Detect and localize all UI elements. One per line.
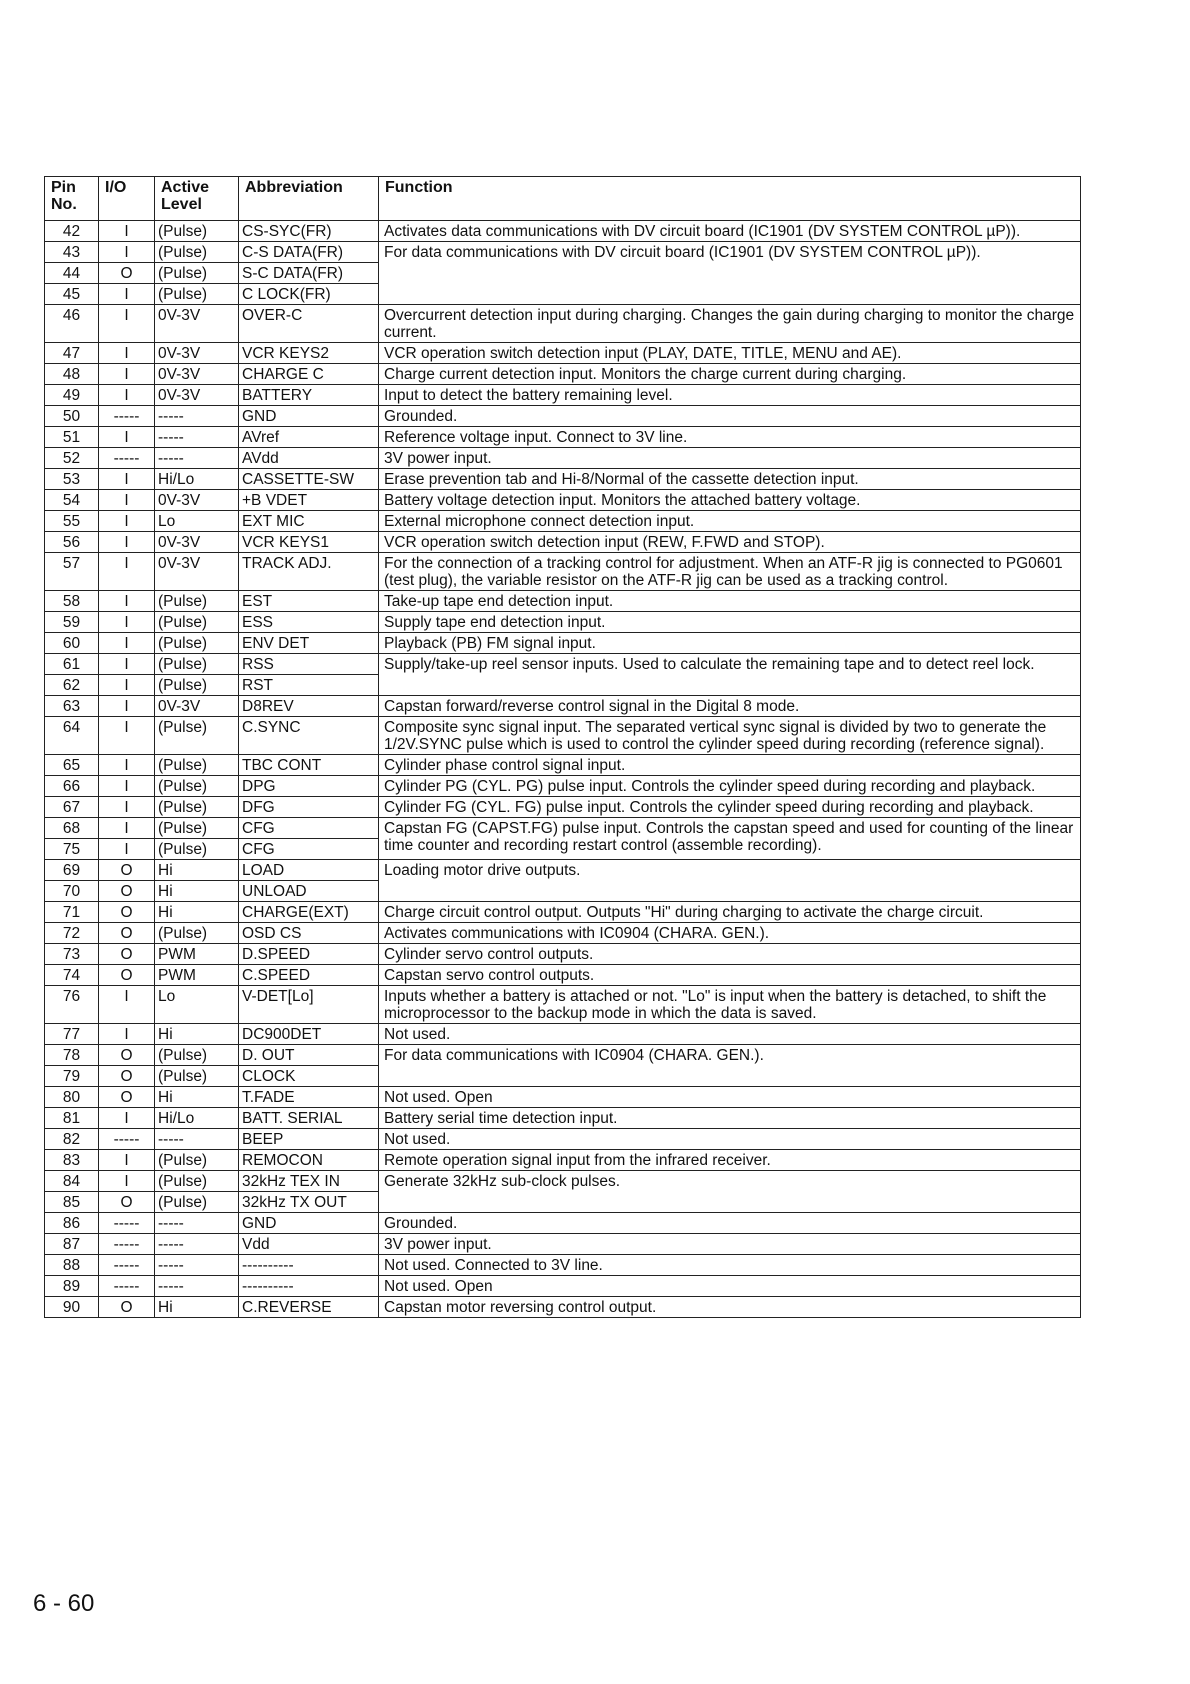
- io-direction: -----: [99, 406, 155, 427]
- io-direction: I: [99, 305, 155, 343]
- function-description: Overcurrent detection input during charging. Changes the gain during charging to monitor the charge current.: [379, 305, 1081, 343]
- io-direction: I: [99, 797, 155, 818]
- table-row: [45, 385, 1081, 406]
- table-row: [45, 717, 1081, 755]
- function-description: Not used. Open: [379, 1087, 1081, 1108]
- io-direction: I: [99, 532, 155, 553]
- pin-number: 60: [45, 633, 99, 654]
- abbreviation: CS-SYC(FR): [239, 221, 379, 242]
- active-level: (Pulse): [155, 1045, 239, 1066]
- io-direction: I: [99, 1150, 155, 1171]
- active-level: 0V-3V: [155, 305, 239, 343]
- function-description: For data communications with DV circuit board (IC1901 (DV SYSTEM CONTROL µP)).: [379, 242, 1081, 305]
- pin-number: 70: [45, 881, 99, 902]
- table-row: [45, 696, 1081, 717]
- active-level: (Pulse): [155, 755, 239, 776]
- abbreviation: CHARGE C: [239, 364, 379, 385]
- function-description: Generate 32kHz sub-clock pulses.: [379, 1171, 1081, 1213]
- function-description: Cylinder PG (CYL. PG) pulse input. Controls the cylinder speed during recording and playback.: [379, 776, 1081, 797]
- table-row: [45, 944, 1081, 965]
- abbreviation: CFG: [239, 818, 379, 839]
- pin-number: 73: [45, 944, 99, 965]
- function-description: Capstan servo control outputs.: [379, 965, 1081, 986]
- table-row: [45, 1213, 1081, 1234]
- pin-number: 61: [45, 654, 99, 675]
- abbreviation: S-C DATA(FR): [239, 263, 379, 284]
- function-description: Remote operation signal input from the infrared receiver.: [379, 1150, 1081, 1171]
- function-description: Charge current detection input. Monitors the charge current during charging.: [379, 364, 1081, 385]
- active-level: Hi: [155, 1024, 239, 1045]
- io-direction: I: [99, 284, 155, 305]
- pin-number: 78: [45, 1045, 99, 1066]
- io-direction: I: [99, 612, 155, 633]
- io-direction: I: [99, 553, 155, 591]
- pin-number: 56: [45, 532, 99, 553]
- active-level: PWM: [155, 965, 239, 986]
- pin-number: 65: [45, 755, 99, 776]
- pin-number: 64: [45, 717, 99, 755]
- active-level: Hi: [155, 860, 239, 881]
- pin-number: 45: [45, 284, 99, 305]
- active-level: (Pulse): [155, 654, 239, 675]
- function-description: For data communications with IC0904 (CHARA. GEN.).: [379, 1045, 1081, 1087]
- function-description: Loading motor drive outputs.: [379, 860, 1081, 902]
- function-description: Activates communications with IC0904 (CHARA. GEN.).: [379, 923, 1081, 944]
- function-description: Charge circuit control output. Outputs "Hi" during charging to activate the charge circuit.: [379, 902, 1081, 923]
- table-row: [45, 1234, 1081, 1255]
- active-level: Lo: [155, 511, 239, 532]
- table-row: [45, 305, 1081, 343]
- io-direction: I: [99, 242, 155, 263]
- header-abbreviation: Abbreviation: [239, 177, 379, 221]
- pin-number: 62: [45, 675, 99, 696]
- abbreviation: TRACK ADJ.: [239, 553, 379, 591]
- table-row: [45, 406, 1081, 427]
- abbreviation: BATT. SERIAL: [239, 1108, 379, 1129]
- io-direction: O: [99, 902, 155, 923]
- abbreviation: EXT MIC: [239, 511, 379, 532]
- function-description: Playback (PB) FM signal input.: [379, 633, 1081, 654]
- pin-number: 44: [45, 263, 99, 284]
- function-description: Inputs whether a battery is attached or not. "Lo" is input when the battery is detached, to shift the microprocessor to the backup mode in which the data is saved.: [379, 986, 1081, 1024]
- table-row: [45, 860, 1081, 881]
- function-description: VCR operation switch detection input (REW, F.FWD and STOP).: [379, 532, 1081, 553]
- io-direction: -----: [99, 1234, 155, 1255]
- table-row: [45, 755, 1081, 776]
- active-level: Hi/Lo: [155, 1108, 239, 1129]
- pin-number: 59: [45, 612, 99, 633]
- pin-number: 90: [45, 1297, 99, 1318]
- function-description: For the connection of a tracking control for adjustment. When an ATF-R jig is connected to PG0601 (test plug), the variable resistor on the ATF-R jig can be used as a tracking control.: [379, 553, 1081, 591]
- function-description: Supply tape end detection input.: [379, 612, 1081, 633]
- io-direction: -----: [99, 1129, 155, 1150]
- io-direction: I: [99, 469, 155, 490]
- io-direction: I: [99, 776, 155, 797]
- table-row: [45, 532, 1081, 553]
- abbreviation: LOAD: [239, 860, 379, 881]
- abbreviation: ----------: [239, 1276, 379, 1297]
- io-direction: O: [99, 1297, 155, 1318]
- active-level: 0V-3V: [155, 385, 239, 406]
- active-level: Hi: [155, 902, 239, 923]
- io-direction: I: [99, 591, 155, 612]
- function-description: Battery serial time detection input.: [379, 1108, 1081, 1129]
- abbreviation: C LOCK(FR): [239, 284, 379, 305]
- active-level: (Pulse): [155, 263, 239, 284]
- table-header-row: [45, 177, 1081, 221]
- active-level: (Pulse): [155, 675, 239, 696]
- table-row: [45, 612, 1081, 633]
- abbreviation: Vdd: [239, 1234, 379, 1255]
- io-direction: I: [99, 511, 155, 532]
- table-row: [45, 1150, 1081, 1171]
- io-direction: I: [99, 343, 155, 364]
- abbreviation: DPG: [239, 776, 379, 797]
- abbreviation: ENV DET: [239, 633, 379, 654]
- active-level: 0V-3V: [155, 532, 239, 553]
- function-description: Grounded.: [379, 1213, 1081, 1234]
- active-level: (Pulse): [155, 633, 239, 654]
- function-description: Reference voltage input. Connect to 3V line.: [379, 427, 1081, 448]
- table-row: [45, 1297, 1081, 1318]
- table-row: [45, 1045, 1081, 1066]
- pin-function-table: [44, 176, 1081, 1318]
- io-direction: I: [99, 755, 155, 776]
- table-row: [45, 654, 1081, 675]
- pin-number: 75: [45, 839, 99, 860]
- active-level: (Pulse): [155, 717, 239, 755]
- abbreviation: +B VDET: [239, 490, 379, 511]
- io-direction: I: [99, 633, 155, 654]
- table-row: [45, 221, 1081, 242]
- active-level: (Pulse): [155, 797, 239, 818]
- table-row: [45, 343, 1081, 364]
- table-row: [45, 1255, 1081, 1276]
- abbreviation: AVdd: [239, 448, 379, 469]
- function-description: Take-up tape end detection input.: [379, 591, 1081, 612]
- io-direction: I: [99, 364, 155, 385]
- abbreviation: C.SYNC: [239, 717, 379, 755]
- active-level: (Pulse): [155, 1171, 239, 1192]
- active-level: (Pulse): [155, 839, 239, 860]
- pin-number: 69: [45, 860, 99, 881]
- active-level: (Pulse): [155, 591, 239, 612]
- active-level: -----: [155, 1234, 239, 1255]
- pin-number: 74: [45, 965, 99, 986]
- abbreviation: RSS: [239, 654, 379, 675]
- pin-number: 48: [45, 364, 99, 385]
- table-body: [45, 221, 1081, 1318]
- pin-number: 57: [45, 553, 99, 591]
- abbreviation: UNLOAD: [239, 881, 379, 902]
- abbreviation: BEEP: [239, 1129, 379, 1150]
- table-row: [45, 818, 1081, 839]
- io-direction: I: [99, 1024, 155, 1045]
- active-level: -----: [155, 1129, 239, 1150]
- abbreviation: BATTERY: [239, 385, 379, 406]
- abbreviation: T.FADE: [239, 1087, 379, 1108]
- header-active-level: Active Level: [155, 177, 239, 221]
- io-direction: I: [99, 490, 155, 511]
- table-row: [45, 1129, 1081, 1150]
- active-level: -----: [155, 1276, 239, 1297]
- abbreviation: GND: [239, 1213, 379, 1234]
- abbreviation: V-DET[Lo]: [239, 986, 379, 1024]
- function-description: Cylinder phase control signal input.: [379, 755, 1081, 776]
- active-level: (Pulse): [155, 1192, 239, 1213]
- active-level: -----: [155, 427, 239, 448]
- io-direction: O: [99, 965, 155, 986]
- abbreviation: VCR KEYS1: [239, 532, 379, 553]
- active-level: Hi/Lo: [155, 469, 239, 490]
- header-pin-no: Pin No.: [45, 177, 99, 221]
- table-row: [45, 490, 1081, 511]
- pin-number: 77: [45, 1024, 99, 1045]
- pin-number: 54: [45, 490, 99, 511]
- abbreviation: C.REVERSE: [239, 1297, 379, 1318]
- io-direction: I: [99, 839, 155, 860]
- abbreviation: CASSETTE-SW: [239, 469, 379, 490]
- function-description: Capstan FG (CAPST.FG) pulse input. Controls the capstan speed and used for counting of the linear time counter and recording restart control (assemble recording).: [379, 818, 1081, 860]
- active-level: (Pulse): [155, 1066, 239, 1087]
- table-row: [45, 776, 1081, 797]
- table-row: [45, 923, 1081, 944]
- active-level: (Pulse): [155, 923, 239, 944]
- abbreviation: VCR KEYS2: [239, 343, 379, 364]
- abbreviation: GND: [239, 406, 379, 427]
- table-row: [45, 364, 1081, 385]
- pin-number: 82: [45, 1129, 99, 1150]
- abbreviation: D. OUT: [239, 1045, 379, 1066]
- io-direction: O: [99, 923, 155, 944]
- active-level: (Pulse): [155, 242, 239, 263]
- abbreviation: C.SPEED: [239, 965, 379, 986]
- abbreviation: CLOCK: [239, 1066, 379, 1087]
- pin-number: 86: [45, 1213, 99, 1234]
- io-direction: O: [99, 263, 155, 284]
- table-row: [45, 965, 1081, 986]
- function-description: External microphone connect detection input.: [379, 511, 1081, 532]
- pin-number: 68: [45, 818, 99, 839]
- abbreviation: ----------: [239, 1255, 379, 1276]
- function-description: VCR operation switch detection input (PLAY, DATE, TITLE, MENU and AE).: [379, 343, 1081, 364]
- io-direction: I: [99, 427, 155, 448]
- active-level: (Pulse): [155, 612, 239, 633]
- active-level: 0V-3V: [155, 490, 239, 511]
- io-direction: I: [99, 717, 155, 755]
- pin-number: 55: [45, 511, 99, 532]
- abbreviation: C-S DATA(FR): [239, 242, 379, 263]
- io-direction: O: [99, 944, 155, 965]
- active-level: (Pulse): [155, 818, 239, 839]
- function-description: Input to detect the battery remaining level.: [379, 385, 1081, 406]
- active-level: Hi: [155, 1297, 239, 1318]
- function-description: Not used. Open: [379, 1276, 1081, 1297]
- table-row: [45, 591, 1081, 612]
- pin-number: 87: [45, 1234, 99, 1255]
- function-description: Not used.: [379, 1024, 1081, 1045]
- pin-number: 89: [45, 1276, 99, 1297]
- pin-number: 71: [45, 902, 99, 923]
- io-direction: I: [99, 986, 155, 1024]
- io-direction: I: [99, 654, 155, 675]
- active-level: PWM: [155, 944, 239, 965]
- io-direction: I: [99, 1108, 155, 1129]
- io-direction: I: [99, 696, 155, 717]
- header-function: Function: [379, 177, 1081, 221]
- pin-number: 52: [45, 448, 99, 469]
- table-row: [45, 1276, 1081, 1297]
- io-direction: I: [99, 818, 155, 839]
- active-level: (Pulse): [155, 221, 239, 242]
- table-row: [45, 633, 1081, 654]
- abbreviation: EST: [239, 591, 379, 612]
- abbreviation: TBC CONT: [239, 755, 379, 776]
- function-description: Capstan forward/reverse control signal in the Digital 8 mode.: [379, 696, 1081, 717]
- io-direction: I: [99, 675, 155, 696]
- abbreviation: ESS: [239, 612, 379, 633]
- abbreviation: DC900DET: [239, 1024, 379, 1045]
- active-level: Hi: [155, 881, 239, 902]
- pin-number: 79: [45, 1066, 99, 1087]
- abbreviation: RST: [239, 675, 379, 696]
- io-direction: -----: [99, 1213, 155, 1234]
- io-direction: -----: [99, 1255, 155, 1276]
- pin-number: 49: [45, 385, 99, 406]
- table-row: [45, 553, 1081, 591]
- table-row: [45, 1108, 1081, 1129]
- pin-number: 46: [45, 305, 99, 343]
- pin-number: 63: [45, 696, 99, 717]
- pin-number: 84: [45, 1171, 99, 1192]
- function-description: Capstan motor reversing control output.: [379, 1297, 1081, 1318]
- pin-number: 58: [45, 591, 99, 612]
- io-direction: I: [99, 385, 155, 406]
- table-row: [45, 511, 1081, 532]
- io-direction: I: [99, 221, 155, 242]
- pin-number: 83: [45, 1150, 99, 1171]
- io-direction: O: [99, 860, 155, 881]
- active-level: -----: [155, 448, 239, 469]
- header-io: I/O: [99, 177, 155, 221]
- function-description: Not used. Connected to 3V line.: [379, 1255, 1081, 1276]
- io-direction: O: [99, 1087, 155, 1108]
- active-level: (Pulse): [155, 1150, 239, 1171]
- abbreviation: 32kHz TEX IN: [239, 1171, 379, 1192]
- active-level: Lo: [155, 986, 239, 1024]
- active-level: -----: [155, 1213, 239, 1234]
- function-description: Supply/take-up reel sensor inputs. Used to calculate the remaining tape and to detect reel lock.: [379, 654, 1081, 696]
- abbreviation: AVref: [239, 427, 379, 448]
- function-description: Activates data communications with DV circuit board (IC1901 (DV SYSTEM CONTROL µP)).: [379, 221, 1081, 242]
- table-row: [45, 1087, 1081, 1108]
- active-level: -----: [155, 406, 239, 427]
- abbreviation: OSD CS: [239, 923, 379, 944]
- function-description: Cylinder FG (CYL. FG) pulse input. Controls the cylinder speed during recording and playback.: [379, 797, 1081, 818]
- table-row: [45, 469, 1081, 490]
- active-level: 0V-3V: [155, 696, 239, 717]
- pin-number: 53: [45, 469, 99, 490]
- function-description: Grounded.: [379, 406, 1081, 427]
- io-direction: -----: [99, 1276, 155, 1297]
- pin-number: 51: [45, 427, 99, 448]
- table-row: [45, 1024, 1081, 1045]
- pin-number: 81: [45, 1108, 99, 1129]
- abbreviation: D8REV: [239, 696, 379, 717]
- abbreviation: OVER-C: [239, 305, 379, 343]
- pin-number: 42: [45, 221, 99, 242]
- function-description: 3V power input.: [379, 448, 1081, 469]
- table-row: [45, 427, 1081, 448]
- function-description: Erase prevention tab and Hi-8/Normal of the cassette detection input.: [379, 469, 1081, 490]
- active-level: Hi: [155, 1087, 239, 1108]
- function-description: 3V power input.: [379, 1234, 1081, 1255]
- function-description: Cylinder servo control outputs.: [379, 944, 1081, 965]
- io-direction: O: [99, 881, 155, 902]
- function-description: Composite sync signal input. The separated vertical sync signal is divided by two to generate the 1/2V.SYNC pulse which is used to control the cylinder speed during recording (reference signal).: [379, 717, 1081, 755]
- io-direction: O: [99, 1192, 155, 1213]
- pin-number: 43: [45, 242, 99, 263]
- pin-number: 76: [45, 986, 99, 1024]
- abbreviation: DFG: [239, 797, 379, 818]
- io-direction: -----: [99, 448, 155, 469]
- table-row: [45, 986, 1081, 1024]
- table-row: [45, 1171, 1081, 1192]
- table-row: [45, 448, 1081, 469]
- table-row: [45, 902, 1081, 923]
- pin-number: 72: [45, 923, 99, 944]
- function-description: Battery voltage detection input. Monitors the attached battery voltage.: [379, 490, 1081, 511]
- pin-number: 50: [45, 406, 99, 427]
- pin-number: 88: [45, 1255, 99, 1276]
- function-description: Not used.: [379, 1129, 1081, 1150]
- abbreviation: CFG: [239, 839, 379, 860]
- active-level: 0V-3V: [155, 553, 239, 591]
- pin-number: 85: [45, 1192, 99, 1213]
- table-row: [45, 797, 1081, 818]
- active-level: 0V-3V: [155, 364, 239, 385]
- io-direction: O: [99, 1045, 155, 1066]
- page-number: 6 - 60: [33, 1590, 95, 1617]
- io-direction: I: [99, 1171, 155, 1192]
- abbreviation: REMOCON: [239, 1150, 379, 1171]
- active-level: -----: [155, 1255, 239, 1276]
- active-level: (Pulse): [155, 284, 239, 305]
- active-level: 0V-3V: [155, 343, 239, 364]
- io-direction: O: [99, 1066, 155, 1087]
- abbreviation: CHARGE(EXT): [239, 902, 379, 923]
- pin-number: 80: [45, 1087, 99, 1108]
- pin-number: 66: [45, 776, 99, 797]
- active-level: (Pulse): [155, 776, 239, 797]
- pin-number: 47: [45, 343, 99, 364]
- abbreviation: 32kHz TX OUT: [239, 1192, 379, 1213]
- table-row: [45, 242, 1081, 263]
- pin-number: 67: [45, 797, 99, 818]
- abbreviation: D.SPEED: [239, 944, 379, 965]
